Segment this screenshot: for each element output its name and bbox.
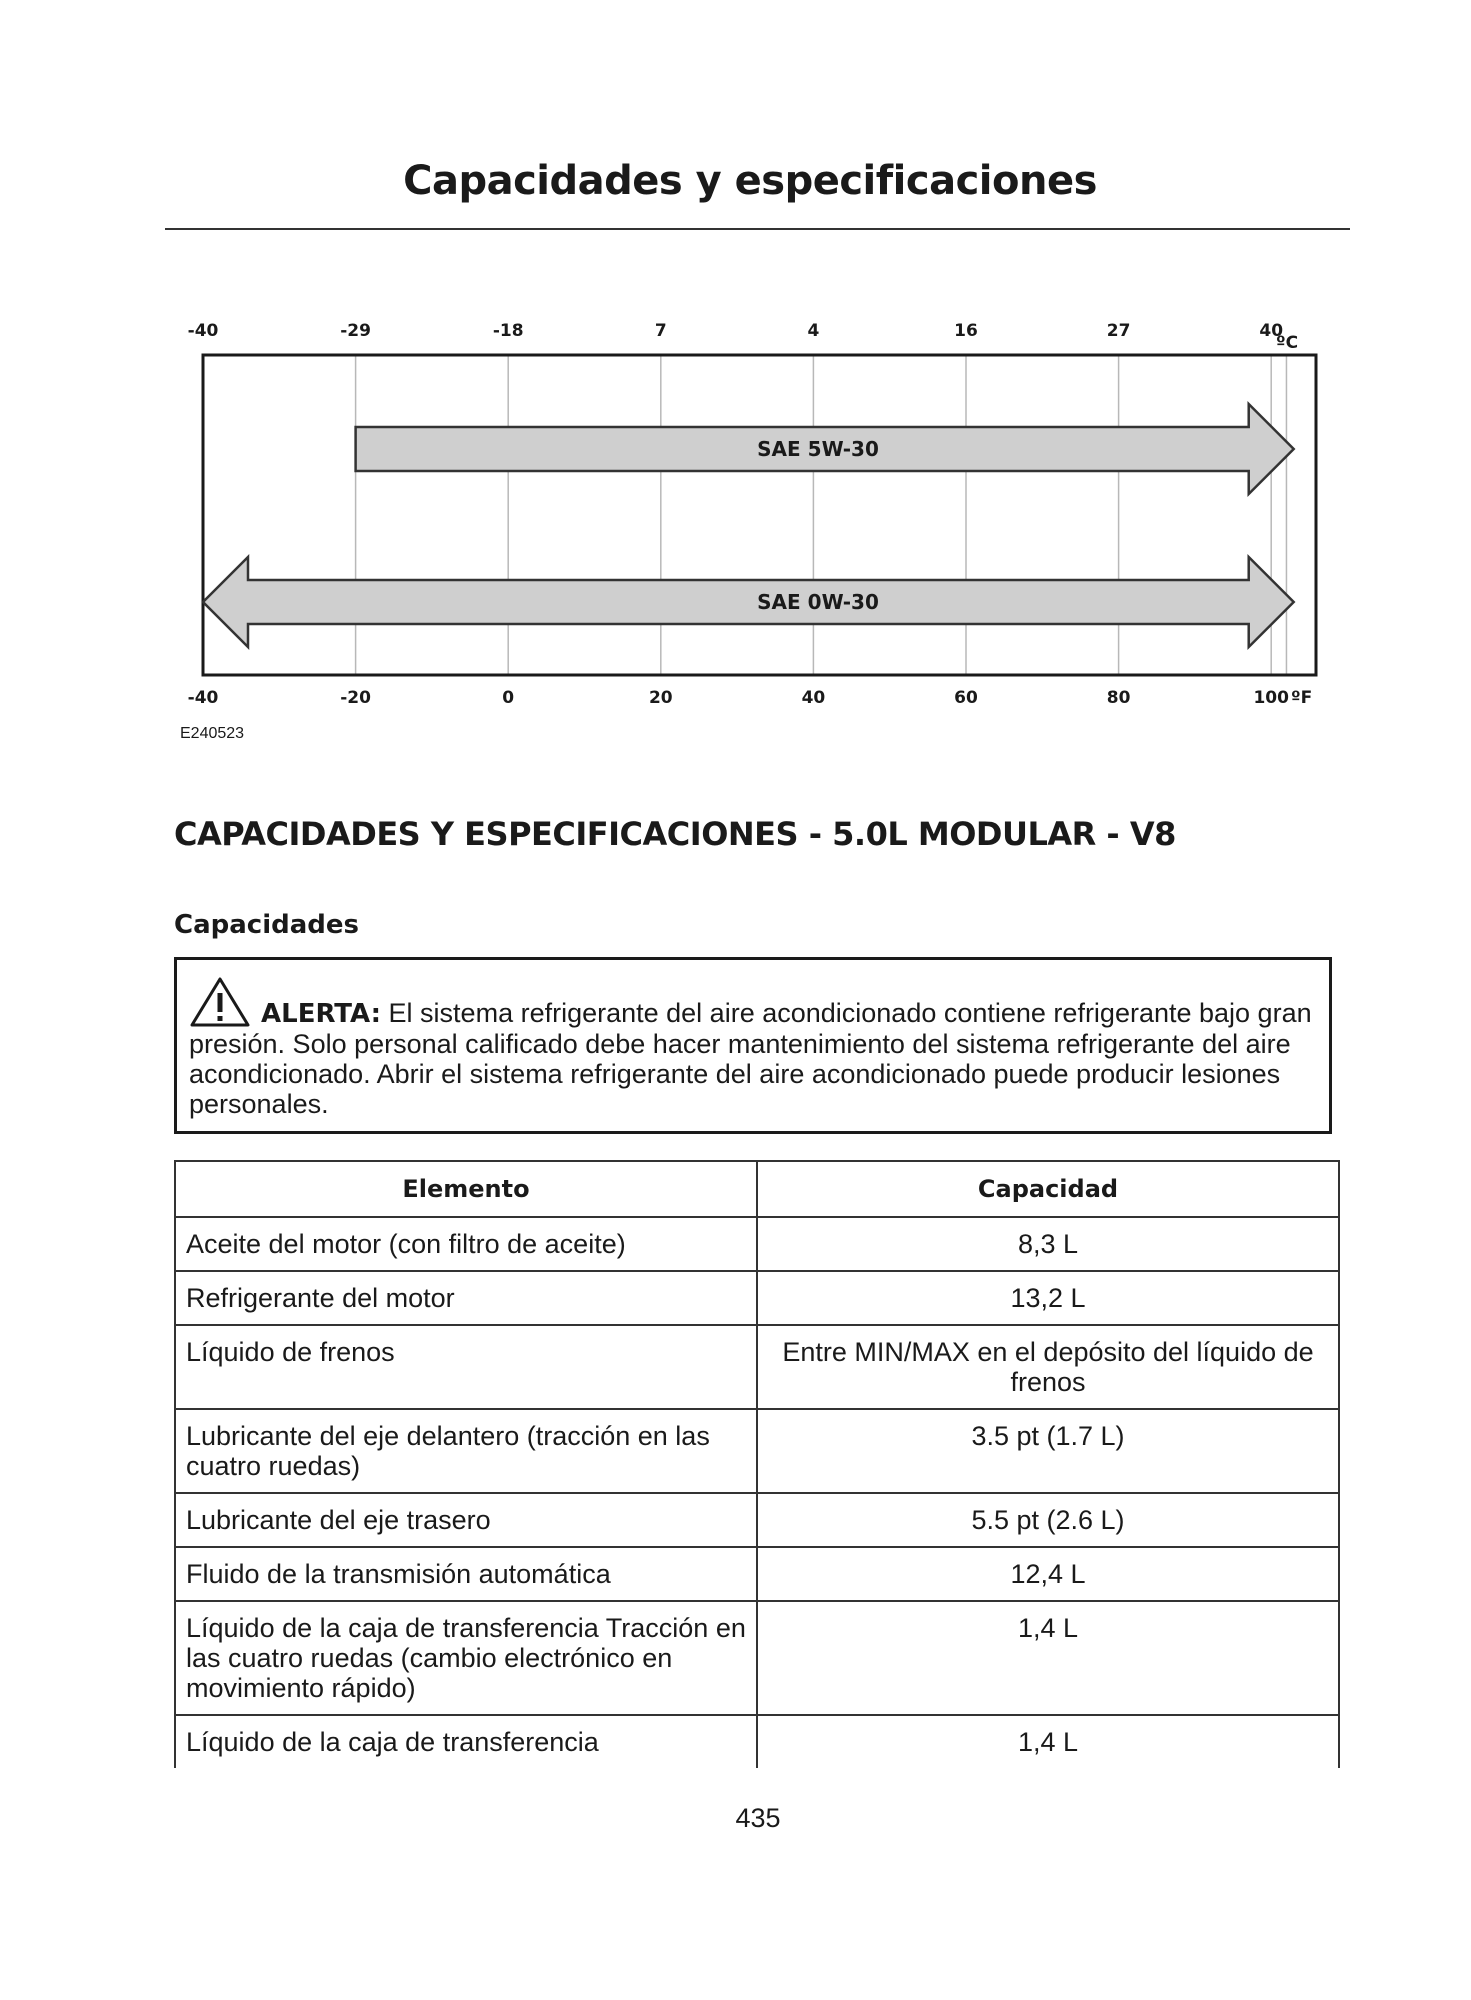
chart-frame (203, 355, 1316, 675)
series-label: SAE 5W-30 (757, 437, 879, 461)
figure-code: E240523 (180, 725, 245, 742)
alert-paragraph (189, 976, 1319, 1119)
item-cell: Líquido de la caja de transferencia Tracción en las cuatro ruedas (cambio electrónico en movimiento rápido) (175, 1601, 757, 1715)
capacity-cell: Entre MIN/MAX en el depósito del líquido de frenos (757, 1325, 1339, 1409)
table-row (175, 1217, 1339, 1271)
celsius-axis (188, 321, 1284, 341)
capacity-cell: 5.5 pt (2.6 L) (757, 1493, 1339, 1547)
item-cell: Fluido de la transmisión automática (175, 1547, 757, 1601)
fahrenheit-tick-label: 60 (954, 688, 978, 708)
alert-label: ALERTA: (261, 999, 382, 1029)
fahrenheit-tick-label: 0 (502, 688, 515, 708)
column-header-capacity: Capacidad (757, 1161, 1339, 1217)
celsius-tick-label: -18 (492, 321, 524, 341)
fahrenheit-tick-label: -20 (340, 688, 371, 708)
fahrenheit-tick-label: 100 (1253, 688, 1289, 708)
column-header-element: Elemento (175, 1161, 757, 1217)
celsius-tick-label: 7 (654, 321, 667, 341)
capacities-table (174, 1160, 1340, 1768)
celsius-tick-label: -29 (340, 321, 371, 341)
chart-gridlines (356, 355, 1287, 675)
item-cell: Líquido de la caja de transferencia (175, 1715, 757, 1768)
alert-text: El sistema refrigerante del aire acondicionado contiene refrigerante bajo gran presión. Solo personal calificado debe hacer mantenimiento del sistema refrigerante del aire acondicionado. Abrir el sistema refrigerante del aire acondicionado puede producir lesiones personales. (189, 998, 1312, 1119)
table-row (175, 1601, 1339, 1715)
table-header-row (175, 1161, 1339, 1217)
table-row (175, 1325, 1339, 1409)
alert-box (174, 957, 1332, 1134)
item-cell: Refrigerante del motor (175, 1271, 757, 1325)
capacity-cell: 1,4 L (757, 1715, 1339, 1768)
item-cell: Lubricante del eje trasero (175, 1493, 757, 1547)
fahrenheit-tick-label: -40 (187, 688, 219, 708)
fahrenheit-tick-label: 20 (648, 688, 673, 708)
celsius-tick-label: 40 (1259, 321, 1284, 341)
capacities-subheading: Capacidades (174, 910, 359, 940)
capacity-cell: 12,4 L (757, 1547, 1339, 1601)
capacity-cell: 3.5 pt (1.7 L) (757, 1409, 1339, 1493)
table-row (175, 1271, 1339, 1325)
item-cell: Lubricante del eje delantero (tracción en las cuatro ruedas) (175, 1409, 757, 1493)
series-arrow (203, 557, 1294, 647)
chart-series (203, 404, 1294, 647)
table-row (175, 1493, 1339, 1547)
celsius-tick-label: 27 (1106, 321, 1131, 341)
fahrenheit-tick-label: 80 (1106, 688, 1131, 708)
celsius-tick-label: 16 (954, 321, 978, 341)
celsius-tick-label: 4 (807, 321, 820, 341)
table-row (175, 1409, 1339, 1493)
fahrenheit-axis (188, 688, 1289, 708)
item-cell: Aceite del motor (con filtro de aceite) (175, 1217, 757, 1271)
celsius-tick-label: -40 (187, 321, 219, 341)
warning-icon (189, 976, 251, 1028)
fahrenheit-tick-label: 40 (801, 688, 826, 708)
table-row (175, 1715, 1339, 1768)
table-row (175, 1547, 1339, 1601)
capacity-cell: 1,4 L (757, 1601, 1339, 1715)
fahrenheit-unit-label: ºF (1291, 688, 1313, 708)
celsius-unit-label: ºC (1276, 333, 1299, 353)
section-heading: CAPACIDADES Y ESPECIFICACIONES - 5.0L MODULAR - V8 (174, 815, 1176, 853)
capacity-cell: 8,3 L (757, 1217, 1339, 1271)
oil-viscosity-chart (0, 0, 1471, 760)
page-number: 435 (735, 1803, 781, 1833)
item-cell: Líquido de frenos (175, 1325, 757, 1409)
series-label: SAE 0W-30 (757, 590, 879, 614)
page-title: Capacidades y especificaciones (403, 158, 1097, 204)
capacity-cell: 13,2 L (757, 1271, 1339, 1325)
